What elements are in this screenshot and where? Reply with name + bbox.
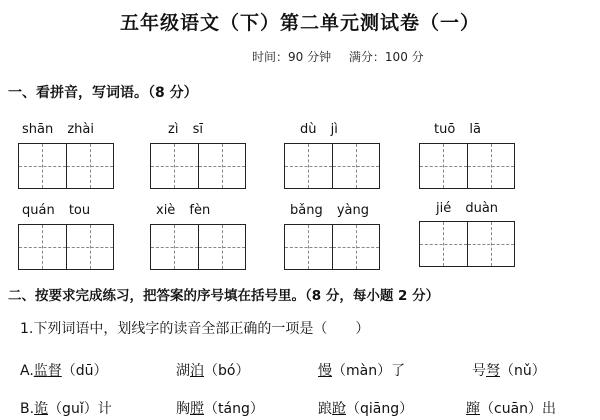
pinyin-1: shān zhài <box>22 122 94 137</box>
writing-grid-6 <box>150 224 246 270</box>
writing-grid-5 <box>18 224 114 270</box>
grid-cell <box>467 222 515 266</box>
grid-cell <box>66 144 114 188</box>
underlined-char: 跄 <box>332 401 346 417</box>
grid-cell <box>285 144 332 188</box>
grid-cell <box>467 144 515 188</box>
section1-heading: 一、看拼音，写词语。（8 分） <box>8 85 198 101</box>
underlined-char: 督 <box>47 363 62 379</box>
exam-time: 时间：90 分钟 <box>252 50 332 64</box>
exam-info <box>252 48 438 65</box>
pinyin-5: quán tou <box>22 203 91 218</box>
writing-grid-8 <box>419 221 515 267</box>
option-a-word-4: 号弩（nǔ） <box>472 363 546 379</box>
grid-cell <box>151 144 198 188</box>
writing-grid-2 <box>150 143 246 189</box>
grid-cell <box>198 225 246 269</box>
pinyin-3: dù jì <box>300 122 338 137</box>
pinyin-4: tuō lā <box>434 122 482 137</box>
grid-cell <box>198 144 246 188</box>
option-b-word-3: 踉跄（qiāng） <box>318 401 414 417</box>
grid-cell <box>19 225 66 269</box>
writing-grid-7 <box>284 224 380 270</box>
option-b-word-2: 胸膛（táng） <box>176 401 264 417</box>
writing-grid-1 <box>18 143 114 189</box>
option-b-word-1: B.诡（guǐ）计 <box>20 401 112 417</box>
pinyin-8: jié duàn <box>436 201 499 216</box>
option-b-label: B. <box>20 401 35 417</box>
option-a-label: A. <box>20 363 34 379</box>
option-a-word-1: A.监督（dū） <box>20 363 108 379</box>
grid-cell <box>332 144 380 188</box>
option-a-word-3: 慢（màn）了 <box>318 363 406 379</box>
writing-grid-4 <box>419 143 515 189</box>
underlined-char: 泊 <box>190 363 204 379</box>
pinyin-7: bǎng yàng <box>290 203 369 218</box>
underlined-char: 慢 <box>318 363 332 379</box>
section2-heading: 二、按要求完成练习，把答案的序号填在括号里。（8 分，每小题 2 分） <box>8 288 440 304</box>
writing-grid-3 <box>284 143 380 189</box>
underlined-char: 弩 <box>486 363 500 379</box>
grid-cell <box>420 222 467 266</box>
question-1: 1.下列词语中，划线字的读音全部正确的一项是（ ） <box>20 321 370 337</box>
grid-cell <box>285 225 332 269</box>
grid-cell <box>66 225 114 269</box>
grid-cell <box>19 144 66 188</box>
underlined-char: 蹿 <box>466 401 480 417</box>
grid-cell <box>420 144 467 188</box>
option-a-word-2: 湖泊（bó） <box>176 363 250 379</box>
pinyin-2: zì sī <box>168 122 203 137</box>
exam-score: 满分：100 分 <box>348 50 424 64</box>
grid-cell <box>151 225 198 269</box>
pinyin-6: xiè fèn <box>156 203 211 218</box>
underlined-char: 诡 <box>34 401 49 417</box>
option-b-word-4: 蹿（cuān）出 <box>466 401 557 417</box>
exam-title: 五年级语文（下）第二单元测试卷（一） <box>119 12 480 34</box>
underlined-char: 膛 <box>190 401 204 417</box>
grid-cell <box>332 225 380 269</box>
